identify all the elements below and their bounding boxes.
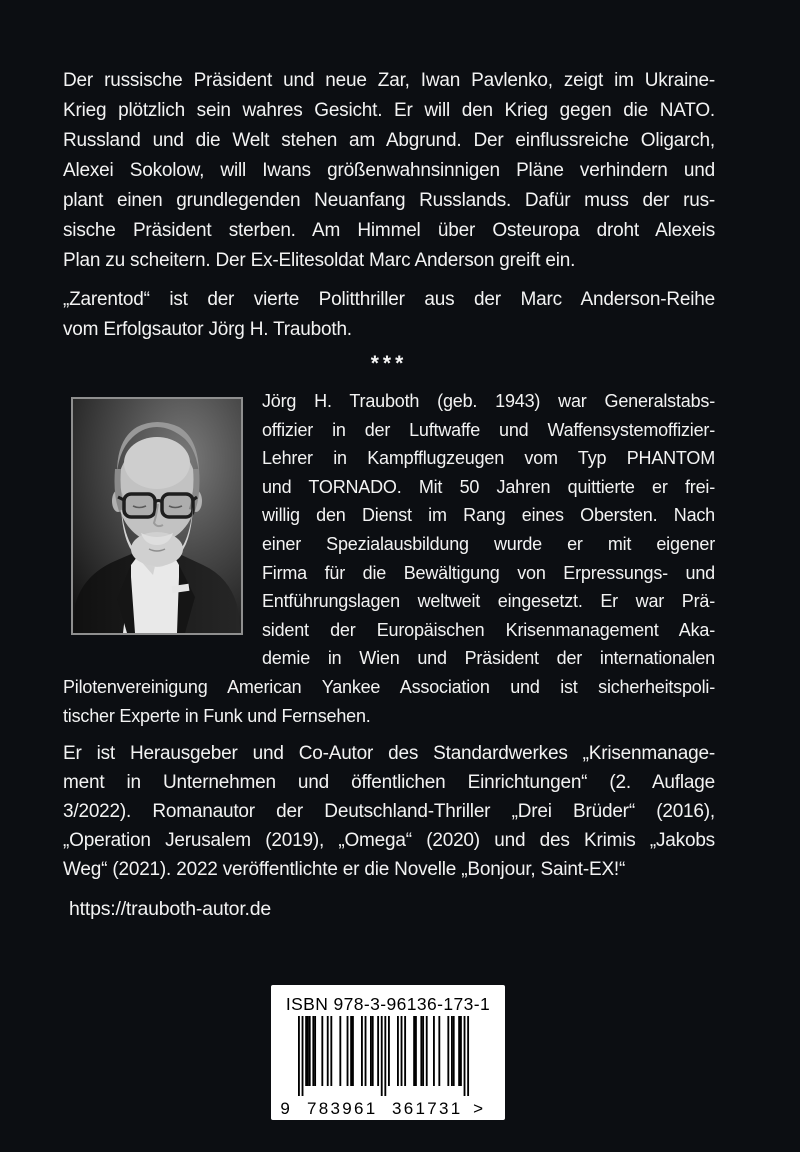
text-line: Der russische Präsident und neue Zar, Iwan Pavlenko, zeigt im Ukraine- bbox=[63, 70, 715, 91]
text-line: offizier in der Luftwaffe und Waffensystemoffizier- bbox=[262, 419, 715, 440]
text-line: sident der Europäischen Krisenmanagement Aka- bbox=[262, 619, 715, 640]
svg-text:>: > bbox=[473, 1099, 483, 1119]
section-divider-stars: *** bbox=[370, 352, 408, 375]
text-line: ment in Unternehmen und öffentlichen Einrichtungen“ (2. Auflage bbox=[63, 772, 715, 794]
text-line: „Zarentod“ ist der vierte Politthriller aus der Marc Anderson-Reihe bbox=[63, 289, 715, 310]
text-line: Lehrer in Kampfflugzeugen vom Typ PHANTOM bbox=[262, 448, 715, 469]
text-line: Jörg H. Trauboth (geb. 1943) war Generalstabs- bbox=[262, 391, 715, 411]
text-line: Er ist Herausgeber und Co-Autor des Standardwerkes „Krisenmanage- bbox=[63, 743, 715, 765]
text-line: Pilotenvereinigung American Yankee Association und ist sicherheitspoli- bbox=[63, 676, 715, 697]
text-line: Plan zu scheitern. Der Ex-Elitesoldat Marc Anderson greift ein. bbox=[63, 250, 576, 271]
svg-text:783961: 783961 bbox=[307, 1099, 375, 1119]
text-line: 3/2022). Romanautor der Deutschland-Thriller „Drei Brüder“ (2016), bbox=[63, 801, 715, 823]
text-line: willig den Dienst im Rang eines Obersten. Nach bbox=[262, 505, 715, 526]
text-line: „Operation Jerusalem (2019), „Omega“ (2020) und des Krimis „Jakobs bbox=[63, 830, 715, 852]
text-line: Firma für die Bewältigung von Erpressungs- und bbox=[262, 562, 715, 583]
text-line: einer Spezialausbildung wurde er mit eigener bbox=[262, 533, 715, 554]
author-photo bbox=[71, 397, 243, 635]
text-line: sische Präsident sterben. Am Himmel über Osteuropa droht Alexeis bbox=[63, 220, 715, 241]
text-line: Alexei Sokolow, will Iwans größenwahnsinnigen Pläne verhindern und bbox=[63, 160, 715, 181]
text-line: vom Erfolgsautor Jörg H. Trauboth. bbox=[63, 319, 352, 340]
ean13-barcode bbox=[271, 1016, 505, 1120]
text-line: Russland und die Welt stehen am Abgrund. Der einflussreiche Oligarch, bbox=[63, 130, 715, 151]
isbn-label: ISBN 978-3-96136-173-1 bbox=[285, 994, 491, 1015]
text-line: und TORNADO. Mit 50 Jahren quittierte er frei- bbox=[262, 476, 715, 497]
isbn-barcode-panel bbox=[271, 985, 505, 1120]
svg-text:361731: 361731 bbox=[392, 1099, 460, 1119]
text-line: Krieg plötzlich sein wahres Gesicht. Er will den Krieg gegen die NATO. bbox=[63, 100, 715, 121]
series-note-paragraph bbox=[63, 285, 715, 345]
text-line: Entführungslagen weltweit eingesetzt. Er war Prä- bbox=[262, 591, 715, 612]
author-portrait-image bbox=[73, 399, 241, 633]
text-line: tischer Experte in Funk und Fernsehen. bbox=[63, 705, 371, 726]
works-paragraph bbox=[63, 739, 715, 884]
text-line: Weg“ (2021). 2022 veröffentlichte er die Novelle „Bonjour, Saint-EX!“ bbox=[63, 859, 626, 881]
svg-text:9: 9 bbox=[280, 1099, 290, 1119]
text-line: demie in Wien und Präsident der internationalen bbox=[262, 648, 715, 669]
synopsis-paragraph bbox=[63, 66, 715, 276]
website-url: https://trauboth-autor.de bbox=[69, 898, 272, 921]
text-line: plant einen grundlegenden Neuanfang Russlands. Dafür muss der rus- bbox=[63, 190, 715, 211]
author-bio-section bbox=[63, 387, 715, 730]
